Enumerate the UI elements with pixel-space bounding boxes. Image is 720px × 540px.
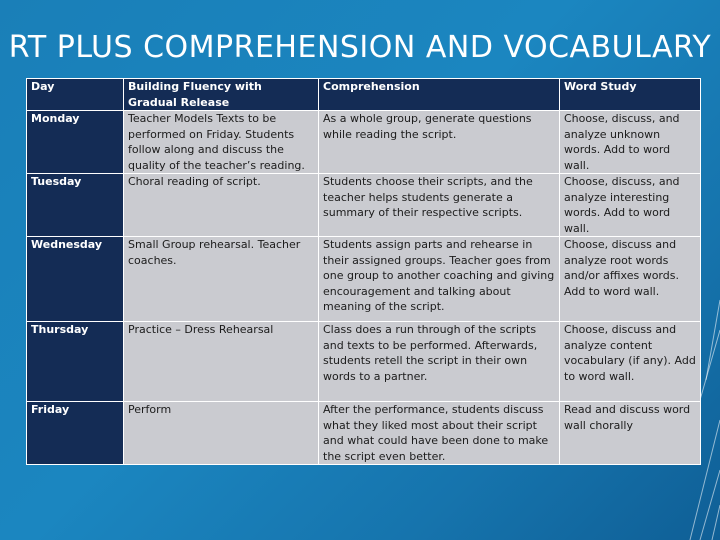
cell-fluency: Small Group rehearsal. Teacher coaches. bbox=[124, 237, 319, 322]
table-header-row bbox=[27, 79, 701, 111]
cell-comprehension: Students choose their scripts, and the teacher helps students generate a summary of their respective scripts. bbox=[319, 174, 560, 237]
schedule-table bbox=[26, 78, 701, 465]
header-comprehension: Comprehension bbox=[319, 79, 560, 111]
cell-word-study: Choose, discuss and analyze content vocabulary (if any). Add to word wall. bbox=[560, 322, 701, 402]
cell-word-study: Choose, discuss and analyze root words and/or affixes words. Add to word wall. bbox=[560, 237, 701, 322]
row-day-wednesday: Wednesday bbox=[27, 237, 124, 322]
cell-comprehension: As a whole group, generate questions while reading the script. bbox=[319, 111, 560, 174]
cell-fluency: Practice – Dress Rehearsal bbox=[124, 322, 319, 402]
slide-title: RT PLUS COMPREHENSION AND VOCABULARY bbox=[8, 30, 712, 65]
table-row bbox=[27, 322, 701, 402]
row-day-monday: Monday bbox=[27, 111, 124, 174]
row-day-thursday: Thursday bbox=[27, 322, 124, 402]
cell-word-study: Choose, discuss, and analyze unknown words. Add to word wall. bbox=[560, 111, 701, 174]
cell-word-study: Choose, discuss, and analyze interesting words. Add to word wall. bbox=[560, 174, 701, 237]
row-day-tuesday: Tuesday bbox=[27, 174, 124, 237]
cell-fluency: Teacher Models Texts to be performed on Friday. Students follow along and discuss the quality of the teacher’s reading. bbox=[124, 111, 319, 174]
cell-word-study: Read and discuss word wall chorally bbox=[560, 402, 701, 465]
table-row bbox=[27, 111, 701, 174]
table-row bbox=[27, 237, 701, 322]
table-row bbox=[27, 402, 701, 465]
cell-comprehension: After the performance, students discuss what they liked most about their script and what could have been done to make the script even better. bbox=[319, 402, 560, 465]
cell-fluency: Perform bbox=[124, 402, 319, 465]
header-fluency: Building Fluency with Gradual Release bbox=[124, 79, 319, 111]
table-row bbox=[27, 174, 701, 237]
header-word-study: Word Study bbox=[560, 79, 701, 111]
cell-fluency: Choral reading of script. bbox=[124, 174, 319, 237]
cell-comprehension: Students assign parts and rehearse in their assigned groups. Teacher goes from one group to another coaching and giving encouragement and talking about meaning of the script. bbox=[319, 237, 560, 322]
cell-comprehension: Class does a run through of the scripts and texts to be performed. Afterwards, students retell the script in their own words to a partner. bbox=[319, 322, 560, 402]
row-day-friday: Friday bbox=[27, 402, 124, 465]
header-day: Day bbox=[27, 79, 124, 111]
